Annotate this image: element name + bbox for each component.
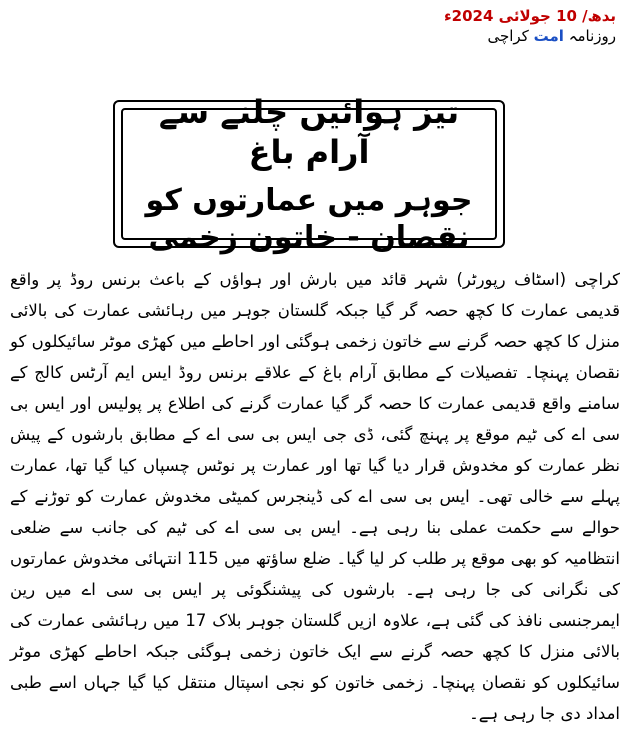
headline-box xyxy=(113,92,505,255)
source-city: کراچی xyxy=(487,27,529,46)
newspaper-name: امت xyxy=(533,27,564,46)
publication-date: بدھ/ 10 جولائی 2024ء xyxy=(444,7,616,25)
source-prefix: روزنامہ xyxy=(568,27,616,46)
headline-secondary: جوہر میں عمارتوں کو نقصان - خاتون زخمی xyxy=(145,182,473,255)
headline-primary: تیز ہوائیں چلنے سے آرام باغ xyxy=(158,92,460,171)
publication-source xyxy=(444,26,616,46)
article-body xyxy=(10,264,620,729)
publication-meta xyxy=(444,6,616,47)
article-paragraph: کراچی (اسٹاف رپورٹر) شہر قائد میں بارش اور ہواؤں کے باعث برنس روڈ پر واقع قدیمی عمارت کا کچھ حصہ گر گیا جبکہ گلستان جوہر میں رہائشی عمارت کی بالائی منزل کا کچھ حصہ گرنے سے خاتون زخمی ہوگئی اور احاطے میں کھڑی موٹر سائیکلوں کو نقصان پہنچا۔ تفصیلات کے مطابق آرام باغ کے علاقے برنس روڈ ایس ایم آرٹس کالج کے سامنے واقع قدیمی عمارت کا حصہ گر گیا عمارت گرنے کی اطلاع پر پولیس اور ایس بی سی اے کی ٹیم موقع پر پہنچ گئی، ڈی جی ایس بی سی اے کے مطابق بارشوں کے پیش نظر عمارت کو مخدوش قرار دیا گیا تھا اور عمارت پر نوٹس چسپاں کیا گیا تھا، عمارت پہلے سے خالی تھی۔ ایس بی سی اے کی ڈینجرس کمیٹی مخدوش عمارت کو توڑنے کے حوالے سے حکمت عملی بنا رہی ہے۔ ایس بی سی اے کی ٹیم کی جانب سے ضلعی انتظامیہ کو بھی موقع پر طلب کر لیا گیا۔ ضلع ساؤتھ میں 115 انتہائی مخدوش عمارتوں کی نگرانی کی جا رہی ہے۔ بارشوں کی پیشنگوئی پر ایس بی سی اے میں رین ایمرجنسی نافذ کی گئی ہے، علاوہ ازیں گلستان جوہر بلاک 17 میں رہائشی عمارت کی بالائی منزل کا کچھ حصہ گرنے سے ایک خاتون زخمی ہوگئی جبکہ احاطے کھڑی موٹر سائیکلوں کو نقصان پہنچا۔ زخمی خاتون کو نجی اسپتال منتقل کیا گیا جہاں اسے طبی امداد دی جا رہی ہے۔ xyxy=(10,270,620,723)
headline-frame xyxy=(121,92,497,255)
